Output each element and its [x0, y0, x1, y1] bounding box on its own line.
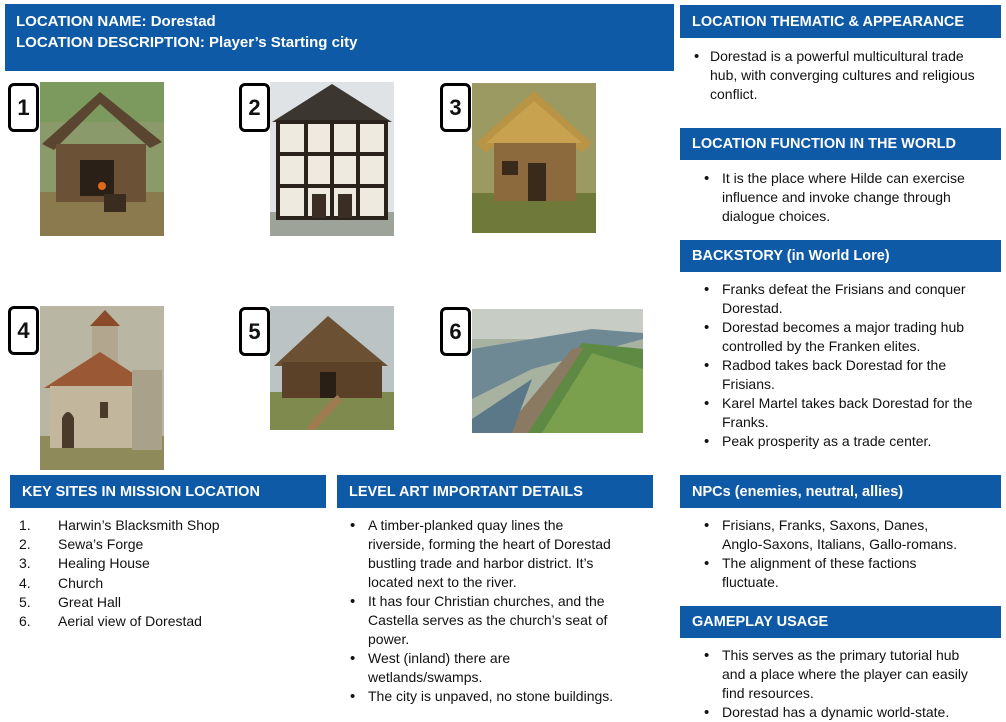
list-item [694, 703, 1004, 722]
list-item [19, 574, 319, 593]
line: Castella serves as the church’s seat of [368, 612, 608, 628]
thatched-cottage-icon [472, 83, 596, 233]
line: • A timber-planked quay lines the [368, 517, 564, 533]
line: Anglo-Saxons, Italians, Gallo-romans. [722, 536, 957, 552]
image-number-badge-5 [239, 307, 270, 356]
image-number-4: 4 [17, 317, 30, 343]
line: • Frisians, Franks, Saxons, Danes, [722, 517, 929, 533]
image-number-1: 1 [17, 94, 30, 120]
npcs-header: NPCs (enemies, neutral, allies) [680, 475, 1001, 508]
line: and a place where the player can easily [722, 666, 968, 682]
aerial-river-icon [472, 309, 643, 433]
list-item [19, 535, 319, 554]
list-text: Healing House [58, 555, 150, 572]
line: Dorestad. [722, 300, 783, 316]
list-number: 2. [19, 536, 31, 553]
line: • It is the place where Hilde can exercise [722, 170, 965, 186]
location-description: LOCATION DESCRIPTION: Player’s Starting city [16, 34, 358, 51]
line: • Dorestad is a powerful multicultural trade [710, 48, 964, 64]
image-number-badge-3 [440, 83, 471, 132]
line: hub, with converging cultures and religious [710, 67, 975, 83]
list-number: 1. [19, 517, 31, 533]
image-number-badge-1 [8, 83, 39, 132]
list-number: 3. [19, 555, 31, 572]
thematic-header: LOCATION THEMATIC & APPEARANCE [680, 5, 1001, 38]
list-number: 4. [19, 574, 31, 591]
list-item [694, 318, 1004, 356]
list-item [694, 554, 1004, 592]
line: • Radbod takes back Dorestad for the [722, 357, 947, 373]
line: dialogue choices. [722, 208, 831, 224]
image-number-2: 2 [248, 94, 261, 120]
level-art-header: LEVEL ART IMPORTANT DETAILS [337, 475, 653, 508]
line: • Dorestad becomes a major trading hub [722, 319, 965, 335]
image-number-6: 6 [449, 318, 462, 344]
list-item [694, 432, 1004, 451]
level-art-list [340, 516, 656, 706]
function-header: LOCATION FUNCTION IN THE WORLD [680, 128, 1001, 160]
thematic-list [692, 47, 1002, 104]
list-item [340, 516, 656, 592]
line: • Dorestad has a dynamic world-state. [722, 704, 950, 720]
line: • It has four Christian churches, and the [368, 593, 605, 609]
list-item [340, 592, 656, 649]
image-number-badge-2 [239, 83, 270, 132]
image-number-5: 5 [248, 318, 261, 344]
list-item [340, 649, 656, 687]
backstory-header: BACKSTORY (in World Lore) [680, 240, 1001, 272]
list-item [694, 646, 1004, 703]
line: riverside, forming the heart of Dorestad [368, 536, 611, 552]
list-item [694, 280, 1004, 318]
line: bustling trade and harbor district. It’s [368, 555, 594, 571]
line: • The alignment of these factions [722, 555, 917, 571]
timber-frame-house-icon [270, 82, 394, 236]
key-sites-header: KEY SITES IN MISSION LOCATION [10, 475, 326, 508]
list-number: 5. [19, 593, 31, 610]
line: power. [368, 631, 410, 647]
line: Franks. [722, 414, 769, 430]
list-item [19, 516, 319, 535]
list-item [19, 554, 319, 573]
key-sites-list [19, 516, 319, 631]
list-item [694, 394, 1004, 432]
list-item [694, 516, 1004, 554]
list-item [19, 612, 319, 631]
line: influence and invoke change through [722, 189, 951, 205]
line: wetlands/swamps. [368, 669, 483, 685]
list-number: 6. [19, 613, 31, 630]
list-text: Church [58, 574, 104, 591]
line: • West (inland) there are [368, 650, 511, 666]
npcs-list [694, 516, 1004, 592]
gameplay-header: GAMEPLAY USAGE [680, 606, 1001, 638]
stone-church-icon [40, 306, 164, 470]
backstory-list [694, 280, 1004, 451]
blacksmith-hut-icon [40, 82, 164, 236]
image-number-3: 3 [449, 94, 462, 120]
line: find resources. [722, 685, 814, 701]
image-number-badge-6 [440, 307, 471, 356]
list-text: Sewa’s Forge [58, 536, 144, 553]
list-item [340, 687, 656, 706]
line: fluctuate. [722, 574, 779, 590]
list-text: Harwin’s Blacksmith Shop [58, 517, 220, 533]
gameplay-list [694, 646, 1004, 722]
list-item [694, 356, 1004, 394]
line: controlled by the Franken elites. [722, 338, 921, 354]
list-text: Great Hall [58, 593, 122, 610]
location-header [5, 4, 674, 71]
line: conflict. [710, 86, 758, 102]
great-hall-icon [270, 306, 394, 430]
line: • Karel Martel takes back Dorestad for the [722, 395, 973, 411]
list-item [19, 593, 319, 612]
line: • The city is unpaved, no stone buildings. [368, 688, 614, 704]
location-name: LOCATION NAME: Dorestad [16, 13, 216, 30]
line: • This serves as the primary tutorial hub [722, 647, 960, 663]
function-list [694, 169, 1004, 226]
list-item [692, 47, 1002, 104]
line: Frisians. [722, 376, 775, 392]
line: • Peak prosperity as a trade center. [722, 433, 932, 449]
image-number-badge-4 [8, 306, 39, 355]
line: • Franks defeat the Frisians and conquer [722, 281, 966, 297]
list-item [694, 169, 1004, 226]
line: located next to the river. [368, 574, 517, 590]
list-text: Aerial view of Dorestad [58, 613, 202, 630]
